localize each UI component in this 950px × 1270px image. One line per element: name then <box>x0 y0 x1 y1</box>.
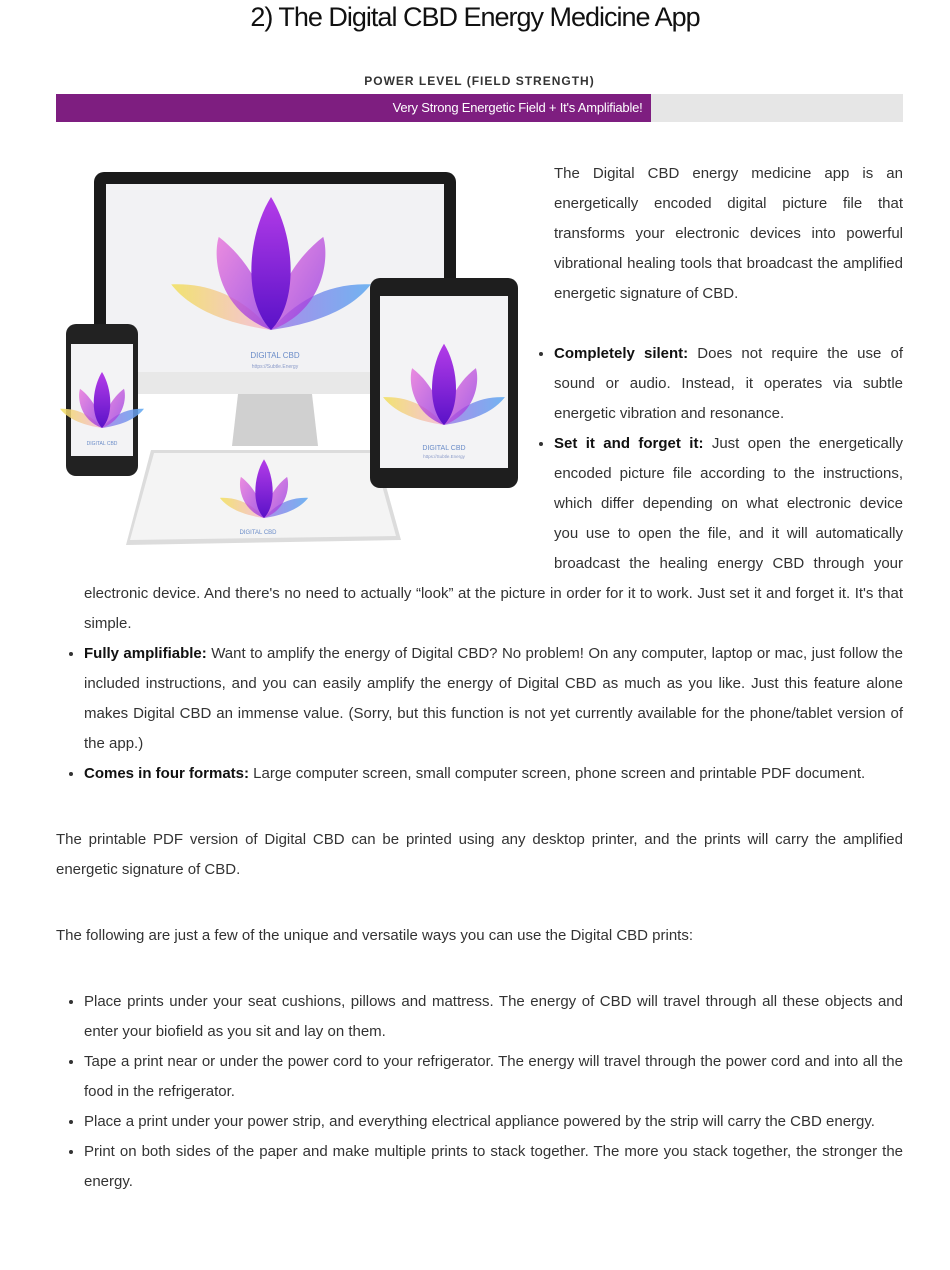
power-level-label: POWER LEVEL (FIELD STRENGTH) <box>364 74 595 88</box>
list-item: • Completely silent: Does not require the use of sound or audio. Instead, it operates via subtle energetic vibration and resonance. <box>84 339 903 429</box>
svg-text:https://Subtle.Energy: https://Subtle.Energy <box>423 454 465 459</box>
list-item: • Fully amplifiable: Want to amplify the energy of Digital CBD? No problem! On any computer, laptop or mac, just follow the included instructions, and you can easily amplify the energy of Digital CBD as much as you like. Just this feature alone makes Digital CBD an immense value. (Sorry, but this function is not yet currently available for the phone/tablet version of the app.) <box>84 639 903 759</box>
power-level-fill: Very Strong Energetic Field + It's Amplifiable! <box>56 94 651 122</box>
svg-text:DIGITAL CBD: DIGITAL CBD <box>239 530 277 536</box>
ways-intro-paragraph: The following are just a few of the unique and versatile ways you can use the Digital CBD prints: <box>56 927 694 944</box>
svg-text:https://Subtle.Energy: https://Subtle.Energy <box>251 364 299 370</box>
list-item: • Comes in four formats: Large computer screen, small computer screen, phone screen and printable PDF document. <box>84 759 903 789</box>
article-body <box>56 159 903 1197</box>
list-item: • Place prints under your seat cushions, pillows and mattress. The energy of CBD will travel through all these objects and enter your biofield as you sit and lay on them. <box>84 987 903 1047</box>
intro-paragraph: The Digital CBD energy medicine app is an energetically encoded digital picture file that transforms your electronic devices into powerful vibrational healing tools that broadcast the amplified energetic signature of CBD. <box>554 165 903 302</box>
svg-text:DIGITAL CBD: DIGITAL CBD <box>86 441 118 447</box>
list-item: • Print on both sides of the paper and make multiple prints to stack together. The more you stack together, the stronger the energy. <box>84 1137 903 1197</box>
list-item: • Place a print under your power strip, and everything electrical appliance powered by the strip will carry the CBD energy. <box>84 1107 903 1137</box>
svg-text:DIGITAL CBD: DIGITAL CBD <box>250 351 300 360</box>
ways-list <box>56 987 903 1197</box>
pdf-paragraph: The printable PDF version of Digital CBD can be printed using any desktop printer, and the prints will carry the amplified energetic signature of CBD. <box>56 831 903 878</box>
svg-text:DIGITAL CBD: DIGITAL CBD <box>422 445 466 452</box>
list-item: • Tape a print near or under the power cord to your refrigerator. The energy will travel through the power cord and into all the food in the refrigerator. <box>84 1047 903 1107</box>
list-item: • Set it and forget it: Just open the energetically encoded picture file according to the instructions, which differ depending on what electronic device you use to open the file, and it will automatically broadcast the healing energy CBD through your electronic device. And there's no need to actually “look” at the picture in order for it to work. Just set it and forget it. It's that simple. <box>84 429 903 639</box>
power-level-bar <box>56 94 903 122</box>
page-title: 2) The Digital CBD Energy Medicine App <box>250 2 700 32</box>
